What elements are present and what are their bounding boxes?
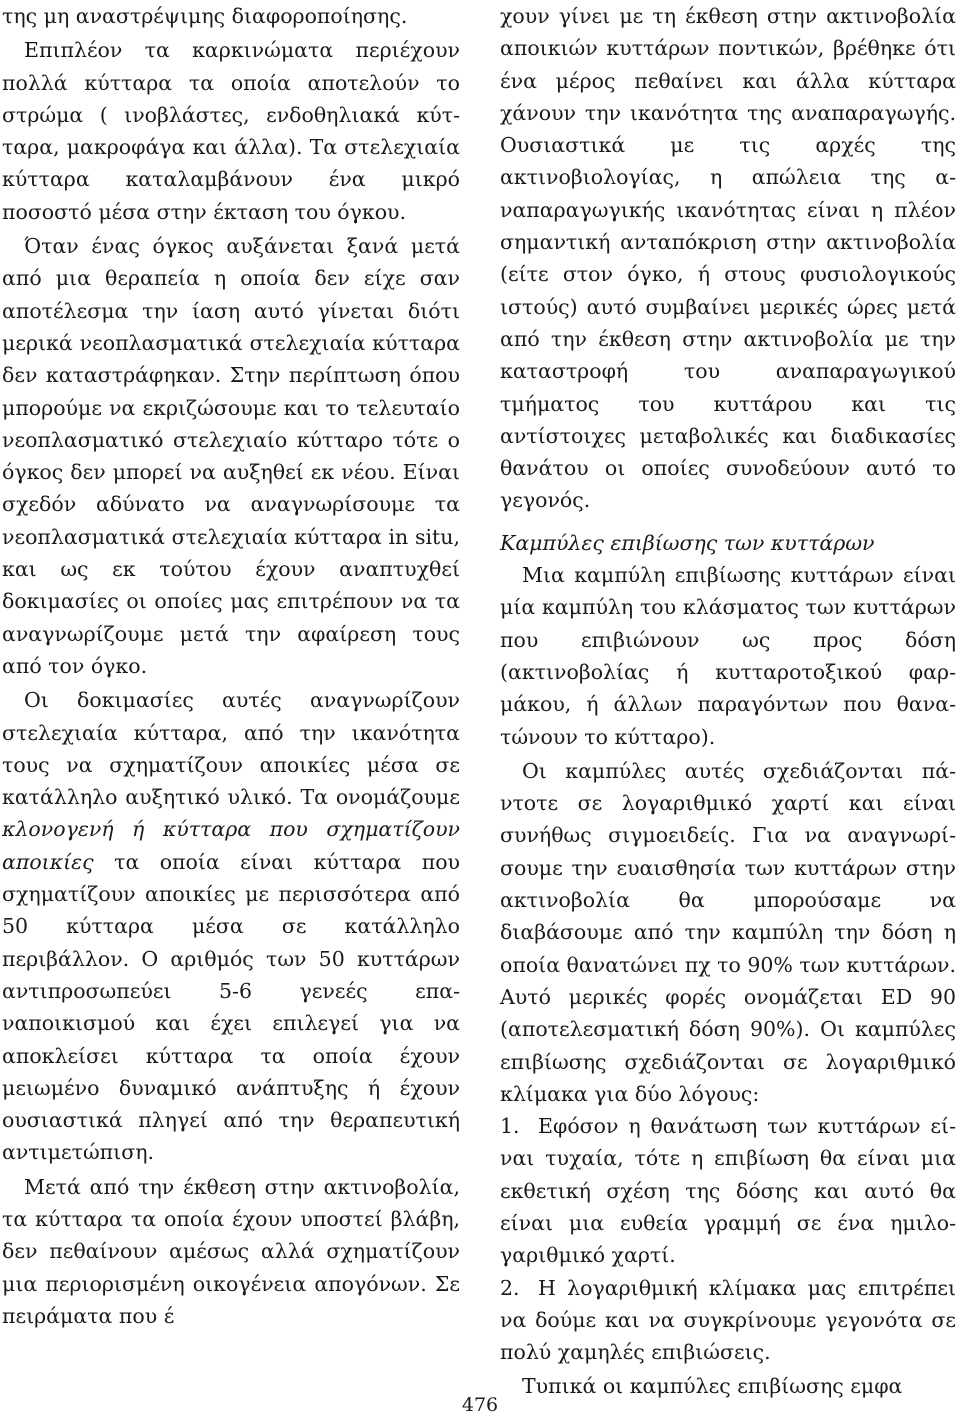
page-number: 476 xyxy=(461,1394,499,1416)
paragraph: Μια καμπύλη επιβίωσης κυττάρων είναι μία καμπύλη του κλάσματος των κυττάρων που επιβιώνουν ως προς δόση (ακτινοβολίας ή κυτταροτοξικού φαρμάκου, ή άλλων παραγόντων που θανατώνουν το κύτταρο). xyxy=(500,563,956,749)
paragraph: Επιπλέον τα καρκινώματα περιέχουν πολλά κύτταρα τα οποία αποτελούν το στρώμα ( ινοβλάστες, ενδοθηλιακά κύτταρα, μακροφάγα και άλλα). Τα στελεχιαία κύτταρα καταλαμβάνουν ένα μικρό ποσοστό μέσα στην έκταση του όγκου. xyxy=(2,38,460,224)
paragraph: Τυπικά οι καμπύλες επιβίωσης εμφα xyxy=(522,1374,903,1399)
paragraph: της μη αναστρέψιμης διαφοροποίησης. xyxy=(2,4,408,28)
list-number: 1. xyxy=(500,1114,520,1139)
list-item-text: Εφόσον η θανάτωση των κυττάρων είναι τυχαία, τότε η επιβίωση θα είναι μια εκθετική σχέση της δόσης και αυτό θα είναι μια ευθεία γραμμή σε ένα ημιλογαριθμικό χαρτί. xyxy=(500,1114,956,1268)
paragraph xyxy=(2,684,460,1168)
emphasized-term: κλονογενή ή κύτταρα που σχηματίζουν αποικίες xyxy=(2,817,460,874)
paragraph: Όταν ένας όγκος αυξάνεται ξανά μετά από μια θεραπεία η οποία δεν είχε σαν αποτέλεσμα την ίαση αυτό γίνεται διότι μερικά νεοπλασματικά στελεχιαία κύτταρα δεν καταστράφηκαν. Στην περίπτωση όπου μπορούμε να εκριζώσουμε και το τελευταίο νεοπλασματικό στελεχιαίο κύτταρο τότε ο όγκος δεν μπορεί να αυξηθεί εκ νέου. Είναι σχεδόν αδύνατο να αναγνωρίσουμε τα νεοπλασματικά στελεχιαία κύτταρα in situ, και ως εκ τούτου έχουν αναπτυχθεί δοκιμασίες οι οποίες μας επιτρέπουν να τα αναγνωρίζουμε μετά την αφαίρεση τους από τον όγκο. xyxy=(2,234,460,678)
section-heading: Καμπύλες επιβίωσης των κυττάρων xyxy=(500,530,875,555)
left-column xyxy=(2,0,460,1332)
list-item xyxy=(500,1110,956,1271)
paragraph-text: τα οποία είναι κύτταρα που σχηματίζουν αποικίες με περισσότερα από 50 κύτταρα μέσα σε κατάλληλο περιβάλλον. Ο αριθμός των 50 κυττάρων αντιπροσωπεύει 5-6 γενεές επαναποικισμού και έχει επιλεγεί για να αποκλείσει κύτταρα τα οποία έχουν μειωμένο δυναμικό ανάπτυξης ή έχουν ουσιαστικά πληγεί από την θεραπευτική αντιμετώπιση. xyxy=(2,849,460,1165)
list-number: 2. xyxy=(500,1275,520,1300)
paragraph: Μετά από την έκθεση στην ακτινοβολία, τα κύτταρα τα οποία έχουν υποστεί βλάβη, δεν πεθαίνουν αμέσως αλλά σχηματίζουν μια περιορισμένη οικογένεια απογόνων. Σε πειράματα που έ xyxy=(2,1174,460,1328)
numbered-list xyxy=(500,1110,956,1368)
right-column xyxy=(500,0,956,1403)
paragraph: Οι καμπύλες αυτές σχεδιάζονται πάντοτε σε λογαριθμικό χαρτί και είναι συνήθως σιγμοειδείς. Για να αναγνωρίσουμε την ευαισθησία των κυττάρων στην ακτινοβολία θα μπορούσαμε να διαβάσουμε από την καμπύλη την δόση η οποία θανατώνει πχ το 90% των κυττάρων. Αυτό μερικές φορές ονομάζεται ED 90 (αποτελεσματική δόση 90%). Οι καμπύλες επιβίωσης σχεδιάζονται σε λογαριθμικό κλίμακα για δύο λόγους: xyxy=(500,758,957,1106)
list-item-text: Η λογαριθμική κλίμακα μας επιτρέπει να δούμε και να συγκρίνουμε γεγονότα σε πολύ χαμηλές επιβιώσεις. xyxy=(500,1275,956,1365)
list-item xyxy=(500,1272,956,1369)
paragraph: χουν γίνει με τη έκθεση στην ακτινοβολία αποικιών κυττάρων ποντικών, βρέθηκε ότι ένα μέρος πεθαίνει και άλλα κύτταρα χάνουν την ικανότητα της αναπαραγωγής. Ουσιαστικά με τις αρχές της ακτινοβιολογίας, η απώλεια της αναπαραγωγικής ικανότητας είναι η πλέον σημαντική ανταπόκριση στην ακτινοβολία (είτε στον όγκο, ή στους φυσιολογικούς ιστούς) αυτό συμβαίνει μερικές ώρες μετά από την έκθεση στην ακτινοβολία με την καταστροφή του αναπαραγωγικού τμήματος του κυττάρου και τις αντίστοιχες μεταβολικές και διαδικασίες θανάτου οι οποίες συνοδεύουν αυτό το γεγονός. xyxy=(500,4,956,513)
paragraph-text: Οι δοκιμασίες αυτές αναγνωρίζουν στελεχιαία κύτταρα, από την ικανότητα τους να σχηματίζουν αποικίες μέσα σε κατάλληλο αυξητικό υλικό. Τα ονομάζουμε xyxy=(2,688,460,810)
